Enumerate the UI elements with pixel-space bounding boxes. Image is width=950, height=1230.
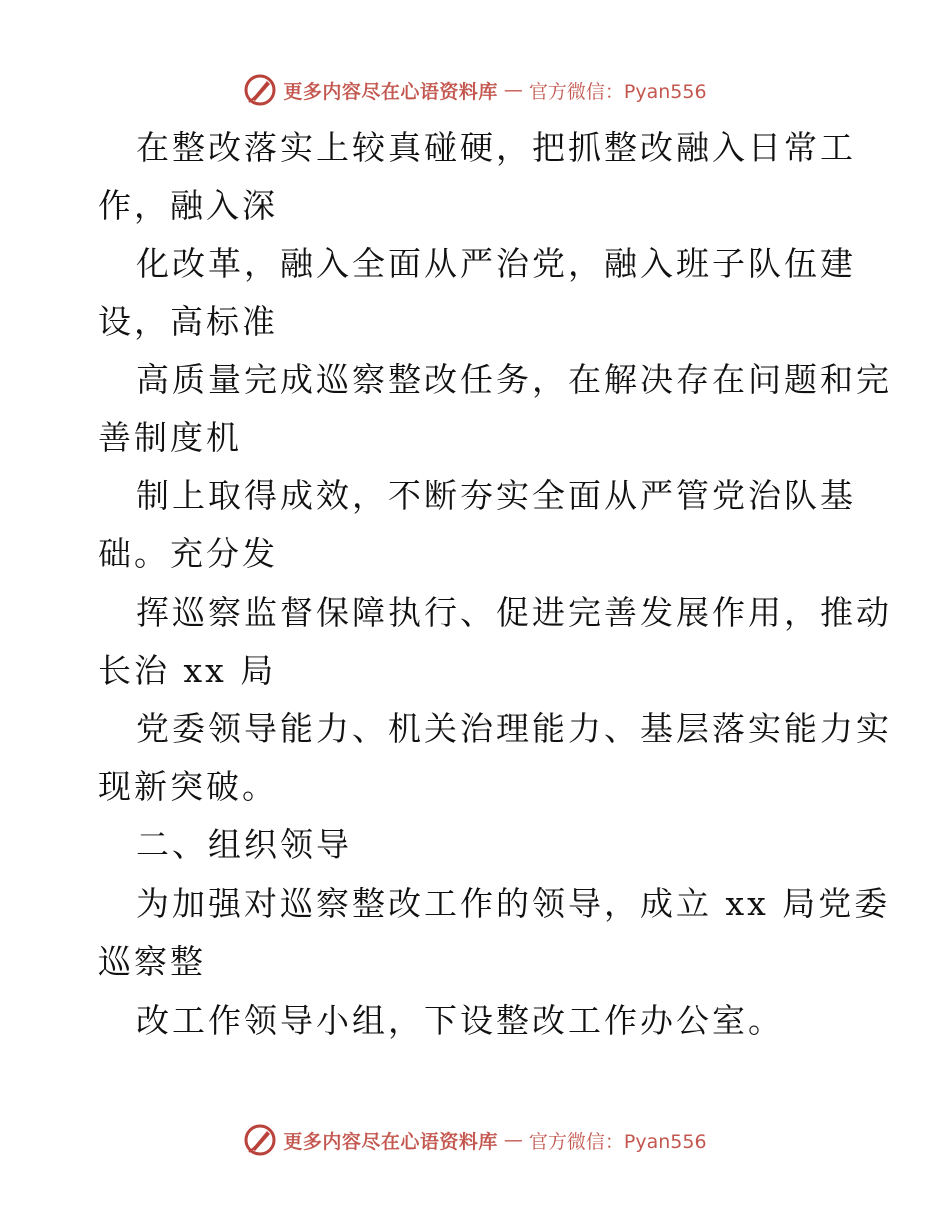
text-line: 党委领导能力、机关治理能力、基层落实能力实 (136, 709, 892, 748)
text-line: 为加强对巡察整改工作的领导，成立 xx 局党委 (136, 884, 891, 923)
text-line: 高质量完成巡察整改任务，在解决存在问题和完 (136, 360, 892, 399)
text-line: 作，融入深 (98, 186, 278, 225)
text-line: 化改革，融入全面从严治党，融入班子队伍建 (136, 244, 856, 283)
text-line: 设，高标准 (98, 302, 278, 341)
text-line: 善制度机 (98, 418, 242, 457)
text-line: 现新突破。 (98, 767, 278, 806)
quill-logo-icon (243, 1123, 277, 1157)
text-line: 巡察整 (98, 942, 206, 981)
section-heading: 二、组织领导 (136, 825, 352, 864)
text-line: 础。充分发 (98, 534, 278, 573)
watermark-wechat: 官方微信：Pyan556 (528, 1130, 707, 1153)
header-watermark (0, 70, 950, 110)
footer-watermark (0, 1120, 950, 1160)
watermark-wechat: 官方微信：Pyan556 (528, 80, 707, 103)
quill-logo-icon (243, 73, 277, 107)
watermark-separator: — (503, 1129, 523, 1151)
watermark-separator: — (503, 79, 523, 101)
text-line: 改工作领导小组，下设整改工作办公室。 (136, 1001, 784, 1040)
watermark-text: 更多内容尽在心语资料库 (283, 80, 498, 103)
text-line: 制上取得成效，不断夯实全面从严管党治队基 (136, 476, 856, 515)
text-line: 在整改落实上较真碰硬，把抓整改融入日常工 (136, 128, 856, 167)
text-line: 长治 xx 局 (98, 651, 277, 690)
text-line: 挥巡察监督保障执行、促进完善发展作用，推动 (136, 593, 892, 632)
watermark-text: 更多内容尽在心语资料库 (283, 1130, 498, 1153)
